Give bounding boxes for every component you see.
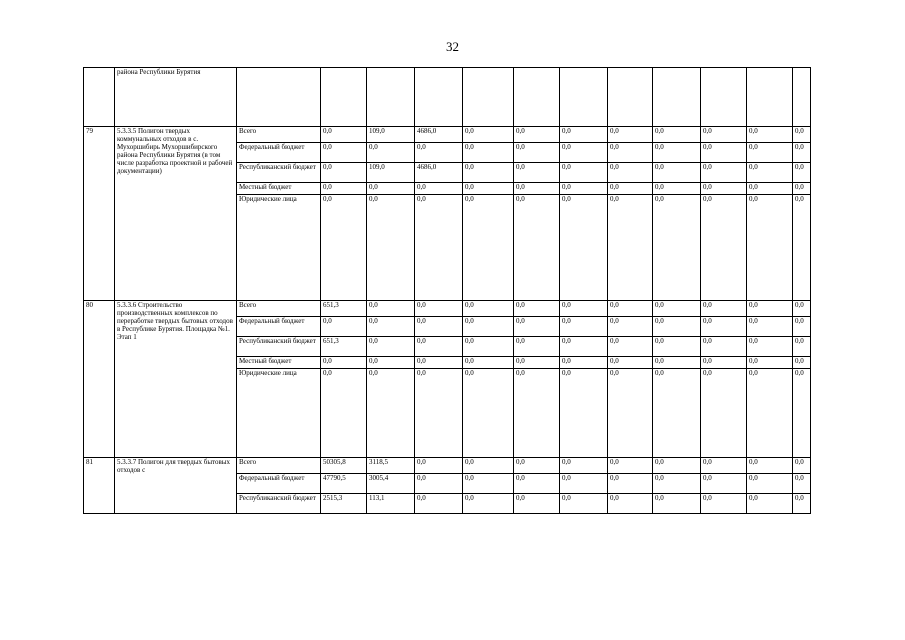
- value-cell: 0,0: [560, 494, 608, 514]
- project-name: района Республики Бурятия: [115, 68, 237, 127]
- value-cell: 0,0: [415, 458, 463, 474]
- value-cell: 0,0: [367, 317, 415, 337]
- empty-cell: [793, 68, 811, 127]
- value-cell: 651,3: [321, 301, 367, 317]
- project-name: 5.3.3.7 Полигон для твердых бытовых отходов с: [115, 458, 237, 514]
- value-cell: 0,0: [415, 494, 463, 514]
- value-cell: 0,0: [793, 317, 811, 337]
- value-cell: 0,0: [415, 195, 463, 301]
- value-cell: 0,0: [415, 301, 463, 317]
- value-cell: 0,0: [415, 474, 463, 494]
- funding-row: [84, 458, 811, 474]
- value-cell: 0,0: [701, 301, 747, 317]
- value-cell: 0,0: [747, 494, 793, 514]
- value-cell: 0,0: [514, 143, 560, 163]
- empty-cell: [237, 68, 321, 127]
- project-name: 5.3.3.6 Строительство производственных комплексов по переработке твердых бытовых отходов в Республике Бурятия. Площадка №1. Этап 1: [115, 301, 237, 458]
- value-cell: 0,0: [608, 369, 653, 458]
- value-cell: 0,0: [321, 369, 367, 458]
- row-number: 79: [84, 127, 115, 301]
- value-cell: 0,0: [321, 183, 367, 195]
- value-cell: 0,0: [608, 458, 653, 474]
- value-cell: 0,0: [608, 337, 653, 357]
- value-cell: 109,0: [367, 163, 415, 183]
- funding-source: Федеральный бюджет: [237, 474, 321, 494]
- value-cell: 0,0: [701, 357, 747, 369]
- value-cell: 0,0: [608, 195, 653, 301]
- value-cell: 0,0: [514, 317, 560, 337]
- value-cell: 0,0: [747, 337, 793, 357]
- value-cell: 0,0: [747, 458, 793, 474]
- value-cell: 0,0: [367, 195, 415, 301]
- value-cell: 113,1: [367, 494, 415, 514]
- value-cell: 0,0: [653, 369, 701, 458]
- value-cell: 0,0: [793, 195, 811, 301]
- funding-source: Местный бюджет: [237, 183, 321, 195]
- value-cell: 0,0: [367, 301, 415, 317]
- value-cell: 0,0: [747, 143, 793, 163]
- value-cell: 0,0: [463, 337, 514, 357]
- value-cell: 0,0: [608, 143, 653, 163]
- value-cell: 0,0: [514, 183, 560, 195]
- value-cell: 0,0: [560, 369, 608, 458]
- empty-cell: [514, 68, 560, 127]
- funding-source: Всего: [237, 301, 321, 317]
- value-cell: 0,0: [321, 127, 367, 143]
- value-cell: 0,0: [701, 458, 747, 474]
- value-cell: 0,0: [463, 127, 514, 143]
- value-cell: 0,0: [793, 474, 811, 494]
- value-cell: 0,0: [367, 183, 415, 195]
- value-cell: 0,0: [514, 458, 560, 474]
- value-cell: 0,0: [415, 369, 463, 458]
- value-cell: 47790,5: [321, 474, 367, 494]
- continuation-row: [84, 68, 811, 127]
- value-cell: 0,0: [793, 458, 811, 474]
- funding-source: Всего: [237, 458, 321, 474]
- value-cell: 0,0: [463, 369, 514, 458]
- value-cell: 0,0: [560, 337, 608, 357]
- budget-table: [83, 67, 811, 514]
- value-cell: 0,0: [514, 369, 560, 458]
- value-cell: 0,0: [793, 127, 811, 143]
- num-cell: [84, 68, 115, 127]
- value-cell: 0,0: [367, 369, 415, 458]
- value-cell: 0,0: [463, 458, 514, 474]
- value-cell: 0,0: [653, 317, 701, 337]
- value-cell: 0,0: [747, 127, 793, 143]
- value-cell: 0,0: [463, 183, 514, 195]
- funding-source: Республиканский бюджет: [237, 163, 321, 183]
- value-cell: 0,0: [747, 183, 793, 195]
- value-cell: 0,0: [321, 357, 367, 369]
- value-cell: 0,0: [701, 474, 747, 494]
- value-cell: 0,0: [321, 163, 367, 183]
- page-number: 32: [446, 39, 459, 54]
- value-cell: 0,0: [653, 337, 701, 357]
- value-cell: 0,0: [793, 143, 811, 163]
- value-cell: 0,0: [514, 357, 560, 369]
- funding-source: Юридические лица: [237, 195, 321, 301]
- value-cell: 0,0: [747, 301, 793, 317]
- value-cell: 0,0: [321, 195, 367, 301]
- value-cell: 0,0: [608, 127, 653, 143]
- value-cell: 0,0: [653, 301, 701, 317]
- funding-source: Республиканский бюджет: [237, 494, 321, 514]
- value-cell: 0,0: [747, 357, 793, 369]
- empty-cell: [701, 68, 747, 127]
- empty-cell: [367, 68, 415, 127]
- value-cell: 3118,5: [367, 458, 415, 474]
- value-cell: 0,0: [793, 183, 811, 195]
- table-body: [84, 68, 811, 514]
- value-cell: 0,0: [560, 127, 608, 143]
- value-cell: 0,0: [747, 195, 793, 301]
- value-cell: 2515,3: [321, 494, 367, 514]
- value-cell: 0,0: [463, 317, 514, 337]
- value-cell: 0,0: [560, 163, 608, 183]
- value-cell: 0,0: [463, 474, 514, 494]
- value-cell: 109,0: [367, 127, 415, 143]
- value-cell: 0,0: [560, 301, 608, 317]
- empty-cell: [653, 68, 701, 127]
- value-cell: 0,0: [653, 458, 701, 474]
- value-cell: 0,0: [321, 317, 367, 337]
- value-cell: 0,0: [321, 143, 367, 163]
- value-cell: 0,0: [653, 183, 701, 195]
- value-cell: 0,0: [367, 143, 415, 163]
- row-number: 81: [84, 458, 115, 514]
- empty-cell: [463, 68, 514, 127]
- value-cell: 0,0: [653, 163, 701, 183]
- value-cell: 0,0: [653, 143, 701, 163]
- value-cell: 0,0: [653, 494, 701, 514]
- value-cell: 0,0: [701, 195, 747, 301]
- funding-source: Местный бюджет: [237, 357, 321, 369]
- value-cell: 0,0: [560, 458, 608, 474]
- value-cell: 0,0: [608, 317, 653, 337]
- value-cell: 0,0: [747, 317, 793, 337]
- value-cell: 0,0: [701, 369, 747, 458]
- value-cell: 0,0: [367, 357, 415, 369]
- value-cell: 0,0: [608, 301, 653, 317]
- empty-cell: [321, 68, 367, 127]
- value-cell: 0,0: [793, 357, 811, 369]
- value-cell: 0,0: [560, 317, 608, 337]
- value-cell: 0,0: [793, 369, 811, 458]
- value-cell: 0,0: [653, 474, 701, 494]
- value-cell: 0,0: [701, 163, 747, 183]
- funding-source: Всего: [237, 127, 321, 143]
- value-cell: 0,0: [415, 143, 463, 163]
- value-cell: 0,0: [747, 369, 793, 458]
- row-number: 80: [84, 301, 115, 458]
- value-cell: 0,0: [608, 183, 653, 195]
- empty-cell: [560, 68, 608, 127]
- value-cell: 0,0: [463, 195, 514, 301]
- value-cell: 0,0: [793, 494, 811, 514]
- funding-source: Юридические лица: [237, 369, 321, 458]
- value-cell: 0,0: [463, 163, 514, 183]
- value-cell: 0,0: [701, 127, 747, 143]
- value-cell: 0,0: [608, 474, 653, 494]
- value-cell: 0,0: [793, 163, 811, 183]
- value-cell: 651,3: [321, 337, 367, 357]
- value-cell: 0,0: [701, 317, 747, 337]
- value-cell: 0,0: [463, 301, 514, 317]
- value-cell: 0,0: [514, 195, 560, 301]
- value-cell: 0,0: [415, 337, 463, 357]
- value-cell: 0,0: [514, 301, 560, 317]
- value-cell: 0,0: [701, 183, 747, 195]
- value-cell: 0,0: [653, 357, 701, 369]
- value-cell: 0,0: [560, 357, 608, 369]
- value-cell: 0,0: [463, 143, 514, 163]
- value-cell: 0,0: [653, 195, 701, 301]
- value-cell: 0,0: [463, 494, 514, 514]
- funding-source: Федеральный бюджет: [237, 143, 321, 163]
- value-cell: 0,0: [514, 337, 560, 357]
- value-cell: 0,0: [415, 183, 463, 195]
- value-cell: 0,0: [747, 163, 793, 183]
- value-cell: 0,0: [701, 143, 747, 163]
- value-cell: 0,0: [608, 357, 653, 369]
- value-cell: 4686,0: [415, 127, 463, 143]
- value-cell: 0,0: [608, 163, 653, 183]
- value-cell: 0,0: [560, 143, 608, 163]
- value-cell: 0,0: [367, 337, 415, 357]
- value-cell: 0,0: [463, 357, 514, 369]
- value-cell: 0,0: [415, 317, 463, 337]
- funding-source: Республиканский бюджет: [237, 337, 321, 357]
- empty-cell: [608, 68, 653, 127]
- value-cell: 0,0: [653, 127, 701, 143]
- value-cell: 0,0: [514, 494, 560, 514]
- value-cell: 0,0: [608, 494, 653, 514]
- empty-cell: [415, 68, 463, 127]
- value-cell: 4686,0: [415, 163, 463, 183]
- empty-cell: [747, 68, 793, 127]
- value-cell: 0,0: [560, 183, 608, 195]
- value-cell: 0,0: [560, 195, 608, 301]
- value-cell: 50305,8: [321, 458, 367, 474]
- value-cell: 3005,4: [367, 474, 415, 494]
- value-cell: 0,0: [514, 163, 560, 183]
- value-cell: 0,0: [514, 127, 560, 143]
- value-cell: 0,0: [415, 357, 463, 369]
- value-cell: 0,0: [793, 301, 811, 317]
- value-cell: 0,0: [560, 474, 608, 494]
- value-cell: 0,0: [514, 474, 560, 494]
- funding-source: Федеральный бюджет: [237, 317, 321, 337]
- value-cell: 0,0: [747, 474, 793, 494]
- project-name: 5.3.3.5 Полигон твердых коммунальных отходов в с. Мухоршибирь Мухоршибирского района Республики Бурятия (в том числе разработка проектной и рабочей документации): [115, 127, 237, 301]
- value-cell: 0,0: [701, 494, 747, 514]
- value-cell: 0,0: [701, 337, 747, 357]
- funding-row: [84, 127, 811, 143]
- value-cell: 0,0: [793, 337, 811, 357]
- funding-row: [84, 301, 811, 317]
